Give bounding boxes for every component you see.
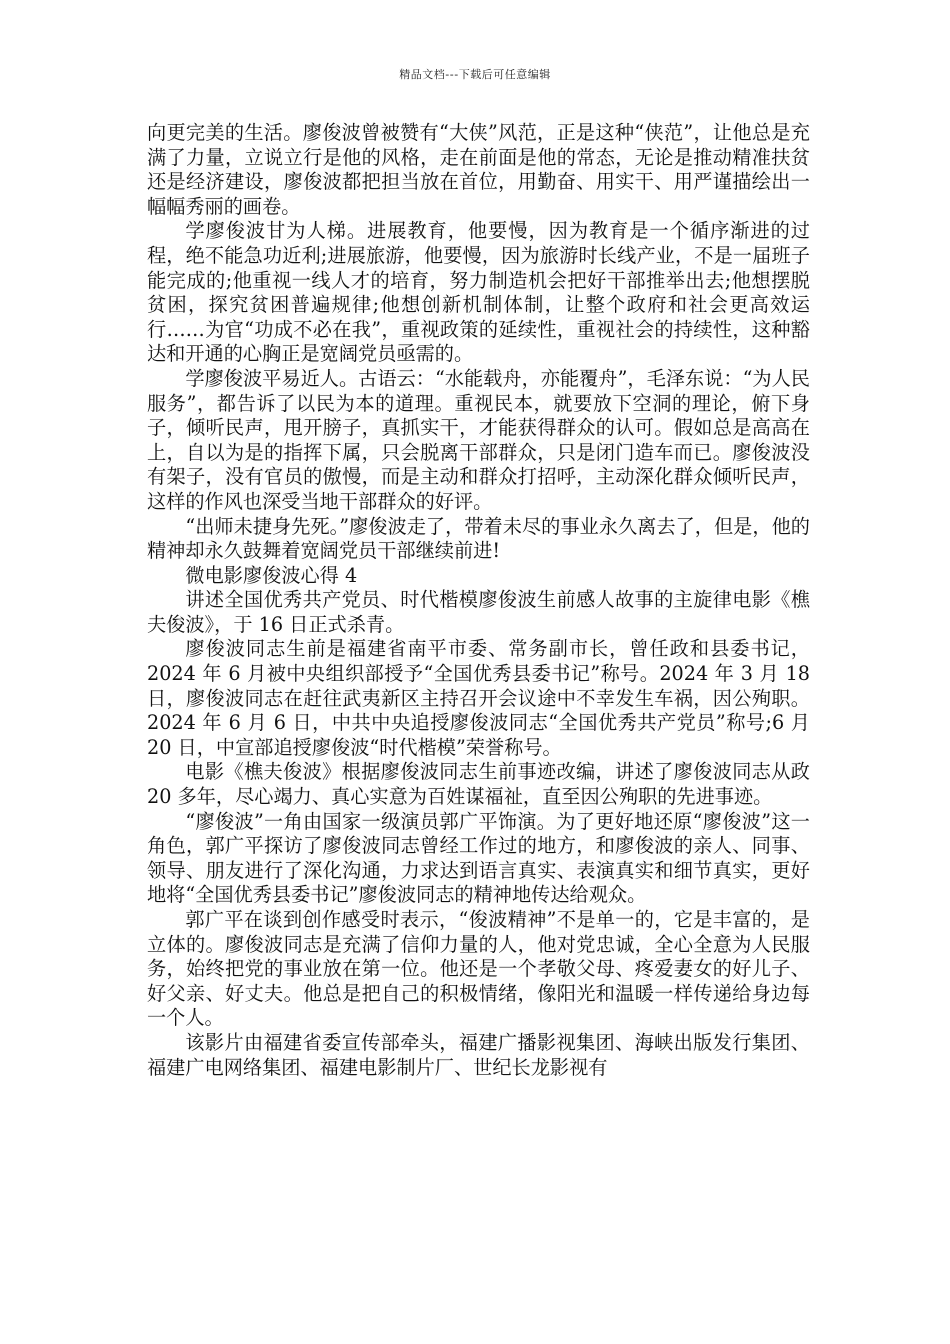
paragraph: 该影片由福建省委宣传部牵头，福建广播影视集团、海峡出版发行集团、福建广电网络集团、福建电影制片厂、世纪长龙影视有	[147, 1030, 810, 1079]
page-header: 精品文档---下载后可任意编辑	[399, 68, 551, 81]
paragraph: “出师未捷身先死。”廖俊波走了，带着未尽的事业永久离去了，但是，他的精神却永久鼓舞着宽阔党员干部继续前进!	[147, 514, 810, 563]
document-body	[147, 121, 810, 1080]
paragraph: 郭广平在谈到创作感受时表示，“俊波精神”不是单一的，它是丰富的，是立体的。廖俊波同志是充满了信仰力量的人，他对党忠诚，全心全意为人民服务，始终把党的事业放在第一位。他还是一个孝敬父母、疼爱妻女的好儿子、好父亲、好丈夫。他总是把自己的积极情绪，像阳光和温暖一样传递给身边每一个人。	[147, 908, 810, 1030]
section-heading: 微电影廖俊波心得 4	[185, 563, 358, 587]
paragraph: 向更完美的生活。廖俊波曾被赞有“大侠”风范，正是这种“侠范”，让他总是充满了力量，立说立行是他的风格，走在前面是他的常态，无论是推动精准扶贫还是经济建设，廖俊波都把担当放在首位，用勤奋、用实干、用严谨描绘出一幅幅秀丽的画卷。	[147, 121, 810, 218]
paragraph: 讲述全国优秀共产党员、时代楷模廖俊波生前感人故事的主旋律电影《樵夫俊波》，于 16 日正式杀青。	[147, 588, 810, 636]
paragraph: 廖俊波同志生前是福建省南平市委、常务副市长，曾任政和县委书记，2024 年 6 月被中央组织部授予“全国优秀县委书记”称号。2024 年 3 月 18 日，廖俊波同志在赶往武夷新区主持召开会议途中不幸发生车祸，因公殉职。2024 年 6 月 6 日，中共中央追授廖俊波同志“全国优秀共产党员”称号;6 月 20 日，中宣部追授廖俊波“时代楷模”荣誉称号。	[147, 637, 810, 759]
paragraph: 学廖俊波甘为人梯。进展教育，他要慢，因为教育是一个循序渐进的过程，绝不能急功近利;进展旅游，他要慢，因为旅游时长线产业，不是一届班子能完成的;他重视一线人才的培育，努力制造机会把好干部推举出去;他想摆脱贫困，探究贫困普遍规律;他想创新机制体制，让整个政府和社会更高效运行……为官“功成不必在我”，重视政策的延续性，重视社会的持续性，这种豁达和开通的心胸正是宽阔党员亟需的。	[147, 219, 810, 366]
paragraph: “廖俊波”一角由国家一级演员郭广平饰演。为了更好地还原“廖俊波”这一角色，郭广平探访了廖俊波同志曾经工作过的地方，和廖俊波的亲人、同事、领导、朋友进行了深化沟通，力求达到语言真实、表演真实和细节真实，更好地将“全国优秀县委书记”廖俊波同志的精神地传达给观众。	[147, 809, 810, 907]
paragraph: 电影《樵夫俊波》根据廖俊波同志生前事迹改编，讲述了廖俊波同志从政 20 多年，尽心竭力、真心实意为百姓谋福祉，直至因公殉职的先进事迹。	[147, 760, 810, 809]
paragraph: 学廖俊波平易近人。古语云：“水能载舟，亦能覆舟”，毛泽东说：“为人民服务”，都告诉了以民为本的道理。重视民本，就要放下空洞的理论，俯下身子，倾听民声，甩开膀子，真抓实干，才能获得群众的认可。假如总是高高在上，自以为是的指挥下属，只会脱离干部群众，只是闭门造车而已。廖俊波没有架子，没有官员的傲慢，而是主动和群众打招呼，主动深化群众倾听民声，这样的作风也深受当地干部群众的好评。	[147, 366, 810, 513]
